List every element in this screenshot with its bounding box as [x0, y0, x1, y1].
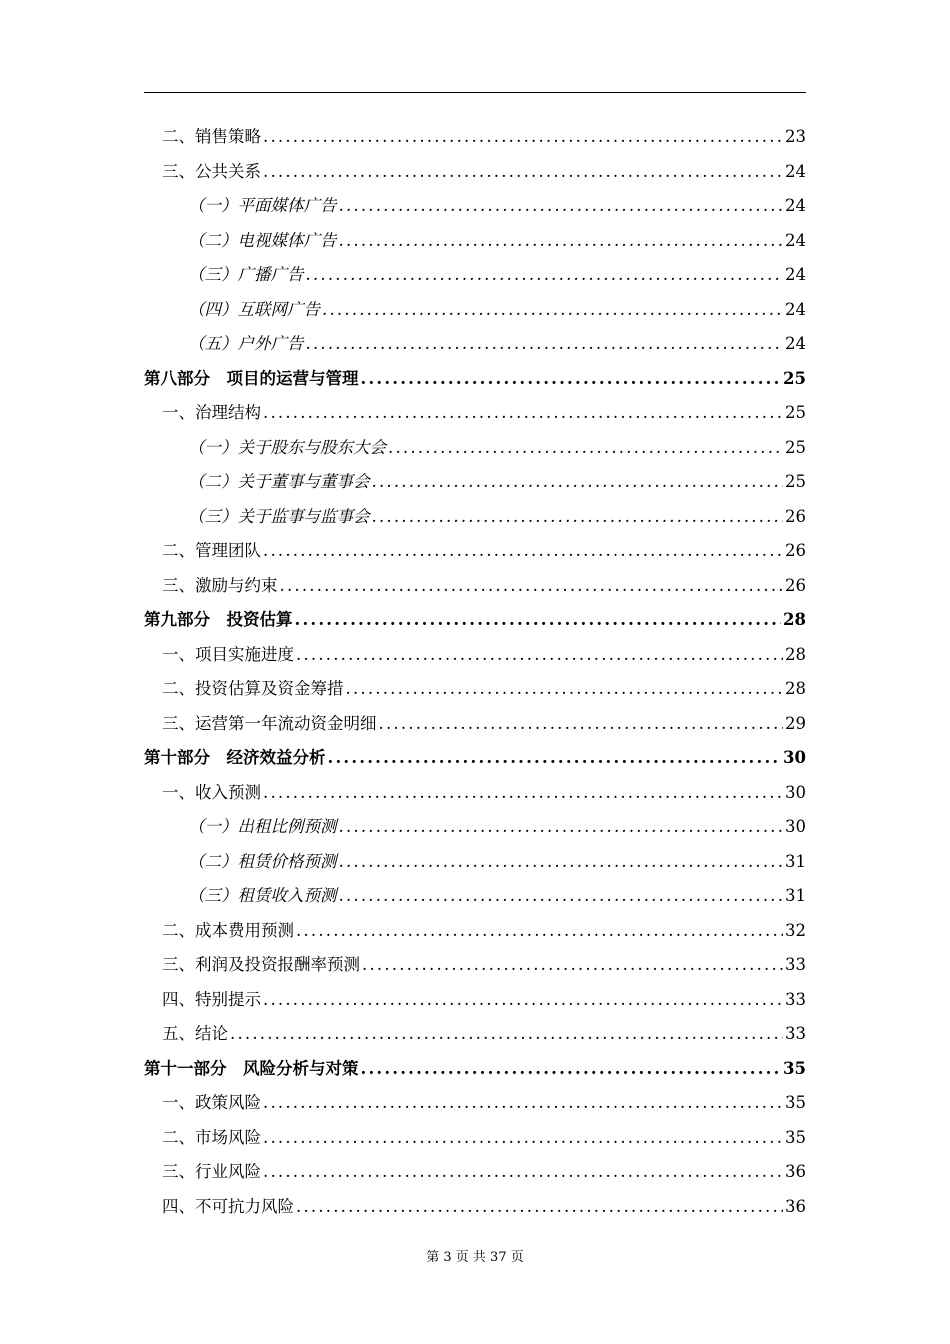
- toc-dot-leader: [328, 741, 782, 776]
- toc-entry[interactable]: [144, 431, 806, 466]
- toc-entry-title: 三、行业风险: [162, 1162, 261, 1181]
- toc-entry[interactable]: [144, 638, 806, 673]
- toc-entry[interactable]: [144, 603, 806, 638]
- toc-entry-title: （二）电视媒体广告: [188, 230, 337, 250]
- toc-entry-title: 二、市场风险: [162, 1127, 261, 1147]
- toc-dot-leader: [362, 948, 783, 983]
- header-rule: [144, 92, 806, 93]
- toc-entry[interactable]: [144, 914, 806, 949]
- toc-entry-title: 一、政策风险: [162, 1093, 261, 1112]
- toc-dot-leader: [296, 914, 783, 949]
- toc-entry-page-number: 31: [785, 851, 806, 871]
- toc-entry-page-number: 24: [785, 230, 806, 250]
- toc-entry-title: 一、收入预测: [162, 782, 261, 802]
- toc-entry[interactable]: [144, 155, 806, 190]
- toc-entry-page-number: 25: [783, 368, 806, 388]
- toc-entry-title: （一）出租比例预测: [188, 817, 337, 836]
- toc-entry-page-number: 24: [785, 161, 806, 181]
- toc-entry-page-number: 26: [785, 506, 806, 526]
- toc-entry-page-number: 28: [783, 610, 806, 629]
- toc-entry-page-number: 26: [785, 541, 806, 560]
- toc-entry-page-number: 24: [785, 299, 806, 319]
- toc-entry-title: 第十部分 经济效益分析: [144, 748, 326, 767]
- toc-entry-title: 三、公共关系: [162, 161, 261, 181]
- toc-entry[interactable]: [144, 224, 806, 259]
- toc-entry[interactable]: [144, 845, 806, 880]
- toc-dot-leader: [263, 1086, 783, 1121]
- toc-dot-leader: [361, 1052, 782, 1087]
- toc-dot-leader: [322, 293, 783, 328]
- toc-dot-leader: [388, 431, 783, 466]
- toc-dot-leader: [339, 845, 784, 880]
- toc-entry[interactable]: [144, 327, 806, 362]
- toc-dot-leader: [263, 120, 783, 155]
- toc-dot-leader: [379, 707, 784, 742]
- toc-entry-title: （五）户外广告: [188, 334, 304, 353]
- toc-entry-title: （一）平面媒体广告: [188, 196, 337, 215]
- toc-dot-leader: [230, 1017, 783, 1052]
- toc-entry-page-number: 25: [785, 403, 806, 422]
- toc-entry-page-number: 24: [785, 196, 806, 215]
- toc-entry-title: 一、治理结构: [162, 403, 261, 422]
- toc-entry[interactable]: [144, 500, 806, 535]
- toc-entry[interactable]: [144, 776, 806, 811]
- toc-entry[interactable]: [144, 396, 806, 431]
- toc-entry[interactable]: [144, 983, 806, 1018]
- toc-entry-title: 五、结论: [162, 1024, 228, 1043]
- toc-dot-leader: [361, 362, 782, 397]
- toc-entry-page-number: 31: [785, 886, 806, 905]
- toc-entry-page-number: 32: [785, 920, 806, 940]
- toc-entry-page-number: 25: [785, 437, 806, 457]
- toc-dot-leader: [263, 776, 783, 811]
- toc-entry-page-number: 35: [785, 1093, 806, 1112]
- toc-entry-title: （二）关于董事与董事会: [188, 472, 370, 491]
- toc-entry[interactable]: [144, 1121, 806, 1156]
- toc-entry-title: （三）关于监事与监事会: [188, 506, 370, 526]
- toc-entry[interactable]: [144, 1086, 806, 1121]
- toc-entry-page-number: 36: [785, 1162, 806, 1181]
- toc-dot-leader: [296, 1190, 783, 1225]
- toc-entry-page-number: 29: [785, 713, 806, 733]
- toc-dot-leader: [339, 810, 784, 845]
- toc-entry[interactable]: [144, 534, 806, 569]
- toc-dot-leader: [263, 983, 783, 1018]
- toc-entry-title: （四）互联网广告: [188, 299, 320, 319]
- toc-dot-leader: [280, 569, 784, 604]
- toc-entry-title: 第八部分 项目的运营与管理: [144, 368, 359, 388]
- toc-entry-page-number: 30: [783, 748, 806, 767]
- toc-entry[interactable]: [144, 189, 806, 224]
- toc-entry[interactable]: [144, 1190, 806, 1225]
- table-of-contents: [144, 120, 806, 1224]
- toc-entry[interactable]: [144, 1155, 806, 1190]
- toc-entry-title: 四、特别提示: [162, 989, 261, 1009]
- toc-entry-title: 三、运营第一年流动资金明细: [162, 713, 377, 733]
- toc-entry-title: 四、不可抗力风险: [162, 1196, 294, 1216]
- toc-entry-title: （二）租赁价格预测: [188, 851, 337, 871]
- toc-entry-title: （三）广播广告: [188, 265, 304, 284]
- toc-entry-title: （三）租赁收入预测: [188, 886, 337, 905]
- toc-entry-page-number: 30: [785, 782, 806, 802]
- toc-dot-leader: [295, 603, 782, 638]
- toc-entry-title: 二、销售策略: [162, 127, 261, 146]
- toc-entry-title: 三、利润及投资报酬率预测: [162, 955, 360, 974]
- toc-entry-page-number: 33: [785, 989, 806, 1009]
- toc-dot-leader: [263, 155, 783, 190]
- toc-dot-leader: [263, 534, 783, 569]
- toc-entry[interactable]: [144, 810, 806, 845]
- toc-entry-title: 二、投资估算及资金筹措: [162, 679, 344, 698]
- toc-entry-title: 二、管理团队: [162, 541, 261, 560]
- toc-dot-leader: [339, 189, 784, 224]
- toc-entry-page-number: 33: [785, 955, 806, 974]
- toc-entry-page-number: 35: [783, 1058, 806, 1078]
- toc-entry[interactable]: [144, 569, 806, 604]
- toc-dot-leader: [306, 327, 784, 362]
- toc-entry[interactable]: [144, 120, 806, 155]
- toc-entry-page-number: 36: [785, 1196, 806, 1216]
- toc-dot-leader: [263, 1121, 783, 1156]
- toc-entry-page-number: 35: [785, 1127, 806, 1147]
- toc-entry-page-number: 28: [785, 679, 806, 698]
- toc-entry-page-number: 30: [785, 817, 806, 836]
- toc-entry-title: 二、成本费用预测: [162, 920, 294, 940]
- toc-dot-leader: [296, 638, 783, 673]
- toc-entry-page-number: 24: [785, 334, 806, 353]
- toc-entry[interactable]: [144, 672, 806, 707]
- toc-dot-leader: [263, 1155, 783, 1190]
- toc-dot-leader: [372, 500, 784, 535]
- toc-entry-page-number: 25: [785, 472, 806, 491]
- toc-entry[interactable]: [144, 258, 806, 293]
- toc-dot-leader: [339, 224, 784, 259]
- page-footer: 第 3 页 共 37 页: [426, 1250, 524, 1265]
- toc-entry-page-number: 33: [785, 1024, 806, 1043]
- toc-entry[interactable]: [144, 1052, 806, 1087]
- toc-entry[interactable]: [144, 948, 806, 983]
- toc-entry-title: （一）关于股东与股东大会: [188, 437, 386, 457]
- toc-entry-title: 第九部分 投资估算: [144, 610, 293, 629]
- toc-entry-page-number: 26: [785, 575, 806, 595]
- toc-entry-title: 一、项目实施进度: [162, 644, 294, 664]
- toc-entry-page-number: 24: [785, 265, 806, 284]
- toc-entry[interactable]: [144, 741, 806, 776]
- toc-entry[interactable]: [144, 1017, 806, 1052]
- toc-entry-page-number: 23: [785, 127, 806, 146]
- toc-dot-leader: [306, 258, 784, 293]
- toc-dot-leader: [372, 465, 784, 500]
- toc-entry-title: 三、激励与约束: [162, 575, 278, 595]
- toc-entry[interactable]: [144, 362, 806, 397]
- toc-entry[interactable]: [144, 707, 806, 742]
- toc-entry[interactable]: [144, 465, 806, 500]
- toc-entry-title: 第十一部分 风险分析与对策: [144, 1058, 359, 1078]
- toc-entry[interactable]: [144, 879, 806, 914]
- toc-dot-leader: [339, 879, 784, 914]
- toc-entry-page-number: 28: [785, 644, 806, 664]
- toc-entry[interactable]: [144, 293, 806, 328]
- toc-dot-leader: [263, 396, 783, 431]
- toc-dot-leader: [346, 672, 784, 707]
